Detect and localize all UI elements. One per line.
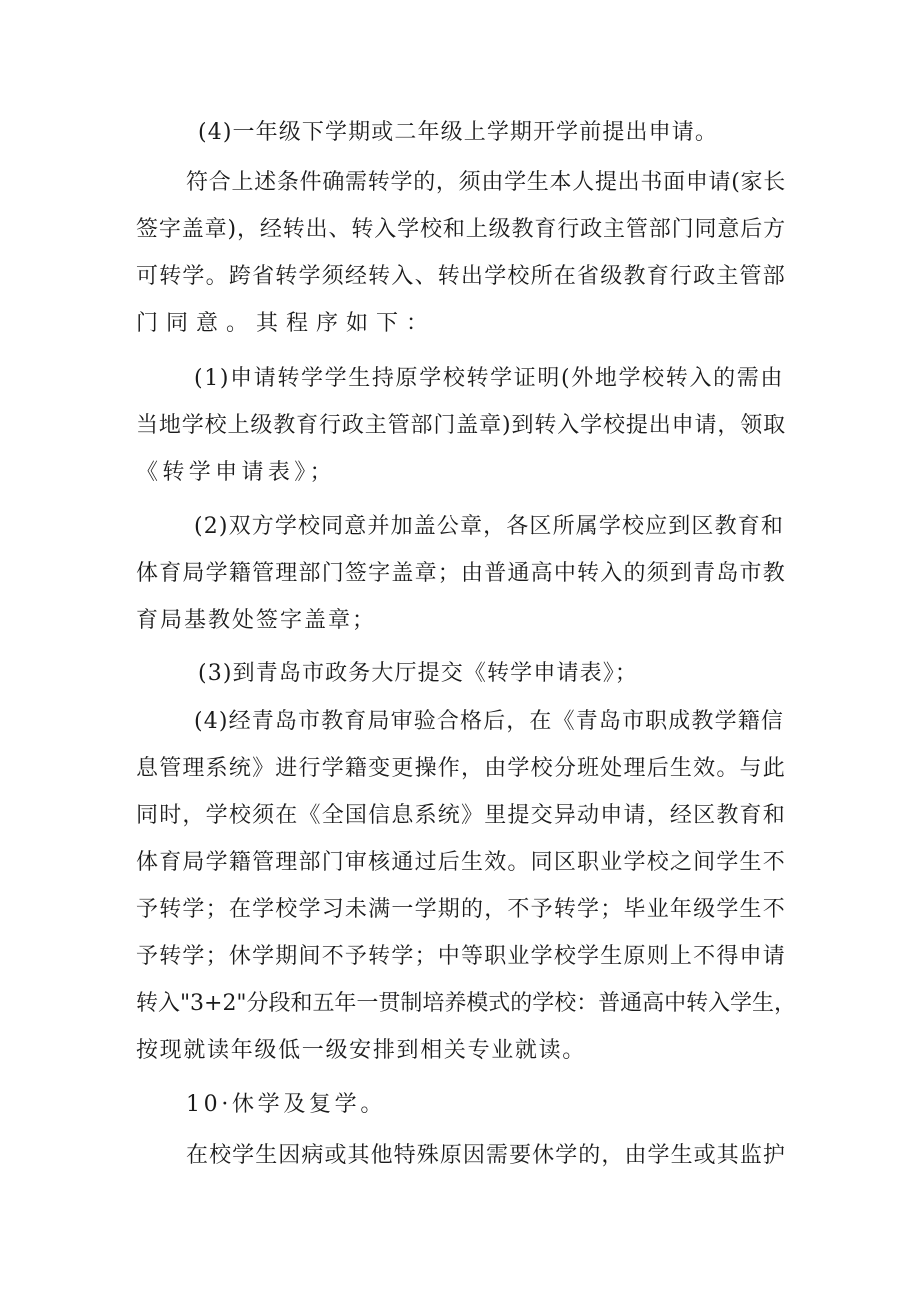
text-line: 可转学。跨省转学须经转入、转出学校所在省级教育行政主管部 xyxy=(136,264,786,289)
text-line: 《转学申请表》； xyxy=(136,460,336,485)
text-line: 育局基教处签字盖章； xyxy=(136,608,376,633)
text-line: 符合上述条件确需转学的，须由学生本人提出书面申请(家长 xyxy=(186,170,786,195)
text-line: 息管理系统》进行学籍变更操作，由学校分班处理后生效。与此 xyxy=(136,756,786,781)
text-line: 予转学；在学校学习未满一学期的，不予转学；毕业年级学生不 xyxy=(136,897,786,922)
text-line: (4)一年级下学期或二年级上学期开学前提出申请。 xyxy=(198,120,718,145)
text-line: 在校学生因病或其他特殊原因需要休学的，由学生或其监护 xyxy=(186,1143,786,1168)
text-line: 体育局学籍管理部门审核通过后生效。同区职业学校之间学生不 xyxy=(136,850,786,875)
text-line: (1)申请转学学生持原学校转学证明(外地学校转入的需由 xyxy=(194,366,784,391)
text-line: 体育局学籍管理部门签字盖章；由普通高中转入的须到青岛市教 xyxy=(136,561,786,586)
text-line: (3)到青岛市政务大厅提交《转学申请表》； xyxy=(198,661,638,686)
text-line: 当地学校上级教育行政主管部门盖章)到转入学校提出申请，领取 xyxy=(136,413,786,438)
text-line: 门同意。其程序如下： xyxy=(136,311,436,336)
text-line: 予转学；休学期间不予转学；中等职业学校学生原则上不得申请 xyxy=(136,944,786,969)
text-line: 10·休学及复学。 xyxy=(186,1092,386,1117)
text-line: (4)经青岛市教育局审验合格后，在《青岛市职成教学籍信 xyxy=(194,709,784,734)
text-line: 同时，学校须在《全国信息系统》里提交异动申请，经区教育和 xyxy=(136,803,786,828)
text-line: 转入"3+2"分段和五年一贯制培养模式的学校：普通高中转入学生， xyxy=(136,991,796,1016)
text-line: 按现就读年级低一级安排到相关专业就读。 xyxy=(136,1038,586,1063)
text-line: 签字盖章)，经转出、转入学校和上级教育行政主管部门同意后方 xyxy=(136,217,786,242)
text-line: (2)双方学校同意并加盖公章，各区所属学校应到区教育和 xyxy=(194,514,784,539)
